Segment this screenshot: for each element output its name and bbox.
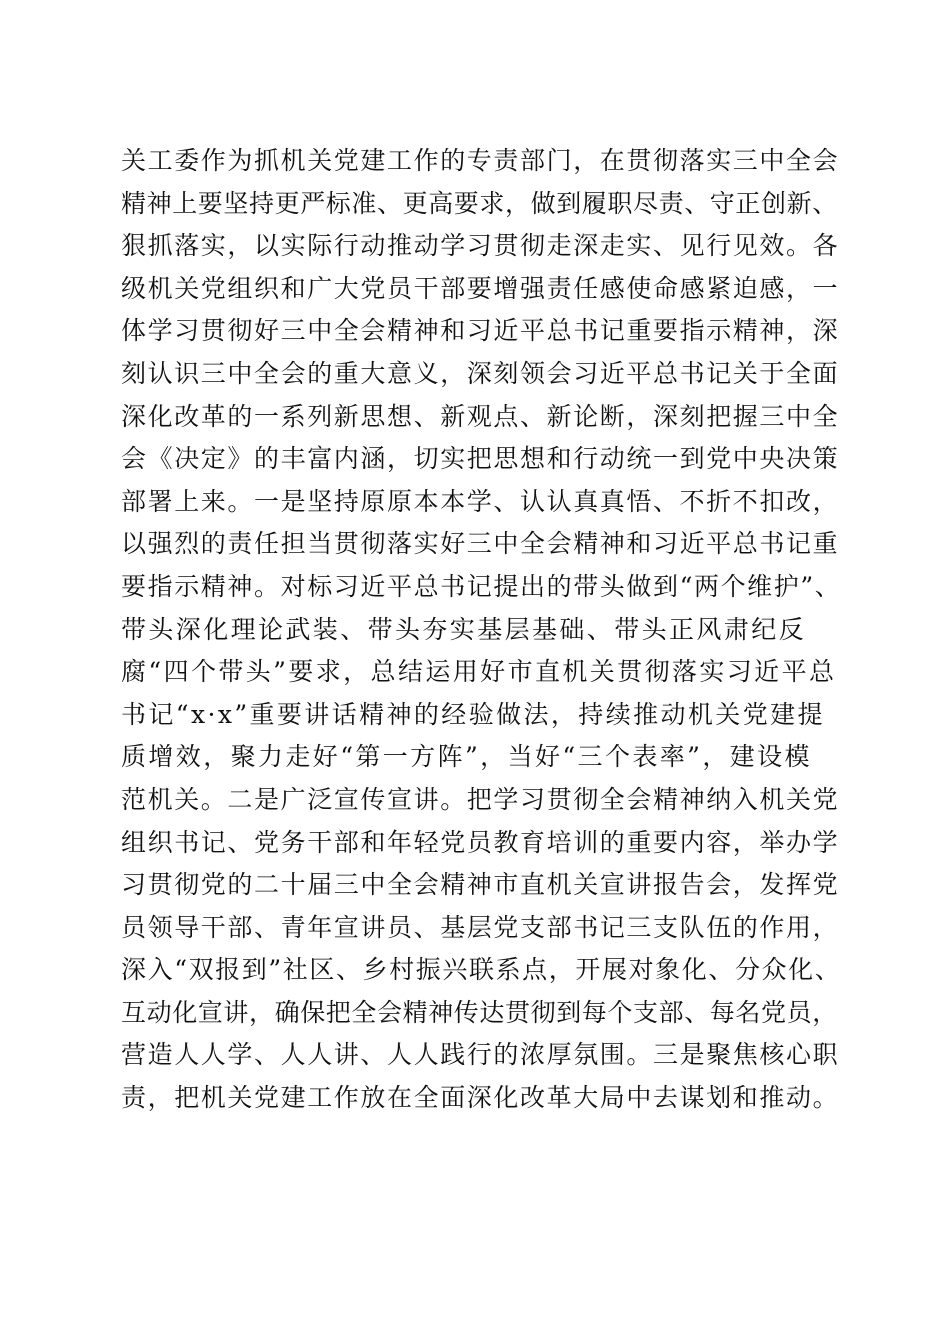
text-line: 关工委作为抓机关党建工作的专责部门，在贯彻落实三中全会 — [121, 146, 840, 175]
text-line: 带头深化理论武装、带头夯实基层基础、带头正风肃纪反 — [121, 614, 807, 644]
text-line: 组织书记、党务干部和年轻党员教育培训的重要内容，举办学 — [121, 827, 840, 857]
text-line: 要指示精神。对标习近平总书记提出的带头做到“两个维护”、 — [121, 571, 842, 601]
text-line: 狠抓落实，以实际行动推动学习贯彻走深走实、见行见效。各 — [121, 231, 840, 261]
text-line: 范机关。二是广泛宣传宣讲。把学习贯彻全会精神纳入机关党 — [121, 784, 840, 814]
text-line: 深化改革的一系列新思想、新观点、新论断，深刻把握三中全 — [121, 401, 840, 431]
text-line: 以强烈的责任担当贯彻落实好三中全会精神和习近平总书记重 — [121, 529, 840, 559]
text-line: 刻认识三中全会的重大意义，深刻领会习近平总书记关于全面 — [121, 358, 840, 388]
text-line: 腐“四个带头”要求，总结运用好市直机关贯彻落实习近平总 — [121, 657, 837, 687]
text-line: 书记“x·x”重要讲话精神的经验做法，持续推动机关党建提 — [121, 699, 825, 729]
text-line: 会《决定》的丰富内涵，切实把思想和行动统一到党中央决策 — [121, 444, 840, 474]
text-line: 员领导干部、青年宣讲员、基层党支部书记三支队伍的作用， — [121, 912, 840, 942]
text-line: 精神上要坚持更严标准、更高要求，做到履职尽责、守正创新、 — [121, 188, 838, 218]
text-line: 责，把机关党建工作放在全面深化改革大局中去谋划和推动。 — [121, 1083, 840, 1113]
text-line: 体学习贯彻好三中全会精神和习近平总书记重要指示精神，深 — [121, 316, 840, 346]
text-line: 深入“双报到”社区、乡村振兴联系点，开展对象化、分众化、 — [121, 955, 842, 985]
body-paragraph — [121, 140, 841, 1120]
text-line: 部署上来。一是坚持原原本本学、认认真真悟、不折不扣改， — [121, 486, 840, 516]
text-line: 习贯彻党的二十届三中全会精神市直机关宣讲报告会，发挥党 — [121, 870, 840, 900]
text-line: 质增效，聚力走好“第一方阵”，当好“三个表率”，建设模 — [121, 742, 812, 772]
text-line: 互动化宣讲，确保把全会精神传达贯彻到每个支部、每名党员， — [121, 997, 838, 1027]
text-line: 营造人人学、人人讲、人人践行的浓厚氛围。三是聚焦核心职 — [121, 1040, 840, 1070]
text-line: 级机关党组织和广大党员干部要增强责任感使命感紧迫感，一 — [121, 273, 840, 303]
